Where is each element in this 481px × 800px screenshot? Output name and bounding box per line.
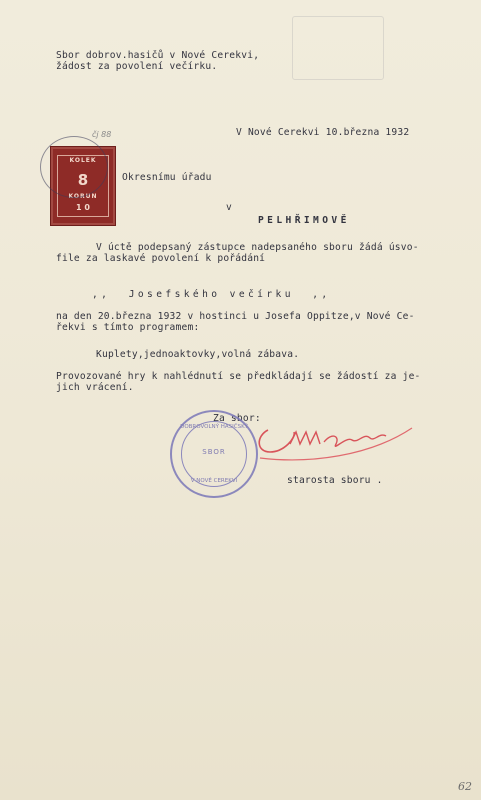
signatory-role: starosta sboru .	[287, 475, 383, 486]
program-line: Kuplety,jednoaktovky,volná zábava.	[96, 349, 300, 360]
header-line-2: žádost za povolení večírku.	[56, 61, 218, 72]
revenue-stamp-bottom: KORUN	[68, 193, 98, 200]
body-line-3: na den 20.března 1932 v hostinci u Josefa Oppitze,v Nové Ce-	[56, 311, 415, 322]
header-line-1: Sbor dobrov.hasičů v Nové Cerekvi,	[56, 50, 260, 61]
body-line-2: file za laskavé povolení k pořádání	[56, 253, 266, 264]
body-line-5: Provozované hry k nahlédnutí se předkládají se žádostí za je-	[56, 371, 421, 382]
event-name: ,, Josefského večírku ,,	[92, 289, 331, 300]
handwritten-signature	[250, 418, 420, 468]
body-line-6: jich vrácení.	[56, 382, 134, 393]
addressee-v: v	[226, 202, 232, 213]
addressee-city: PELHŘIMOVĚ	[258, 215, 350, 226]
addressee-office: Okresnímu úřadu	[122, 172, 212, 183]
folio-number: 62	[458, 780, 472, 793]
revenue-stamp-corner: 1 0	[76, 203, 90, 212]
seal-center-text: SBOR	[202, 448, 226, 456]
za-sbor-label: Za sbor:	[213, 413, 261, 424]
fire-brigade-seal	[170, 410, 258, 498]
revenue-stamp-top: KOLEK	[69, 157, 97, 164]
seal-top-text: DOBROVOLNÝ HASIČSKÝ	[180, 424, 248, 430]
body-line-1: V úctě podepsaný zástupce nadepsaného sboru žádá úsvo-	[96, 242, 419, 253]
cancellation-ring	[40, 136, 108, 198]
faint-registry-box	[292, 16, 384, 80]
body-line-4: řekvi s tímto programem:	[56, 322, 200, 333]
date-line: V Nové Cerekvi 10.března 1932	[236, 127, 410, 138]
seal-bottom-text: V NOVÉ CEREKVI	[190, 478, 238, 484]
pencil-note: čj 88	[92, 130, 112, 139]
revenue-stamp-value: 8	[77, 171, 89, 189]
